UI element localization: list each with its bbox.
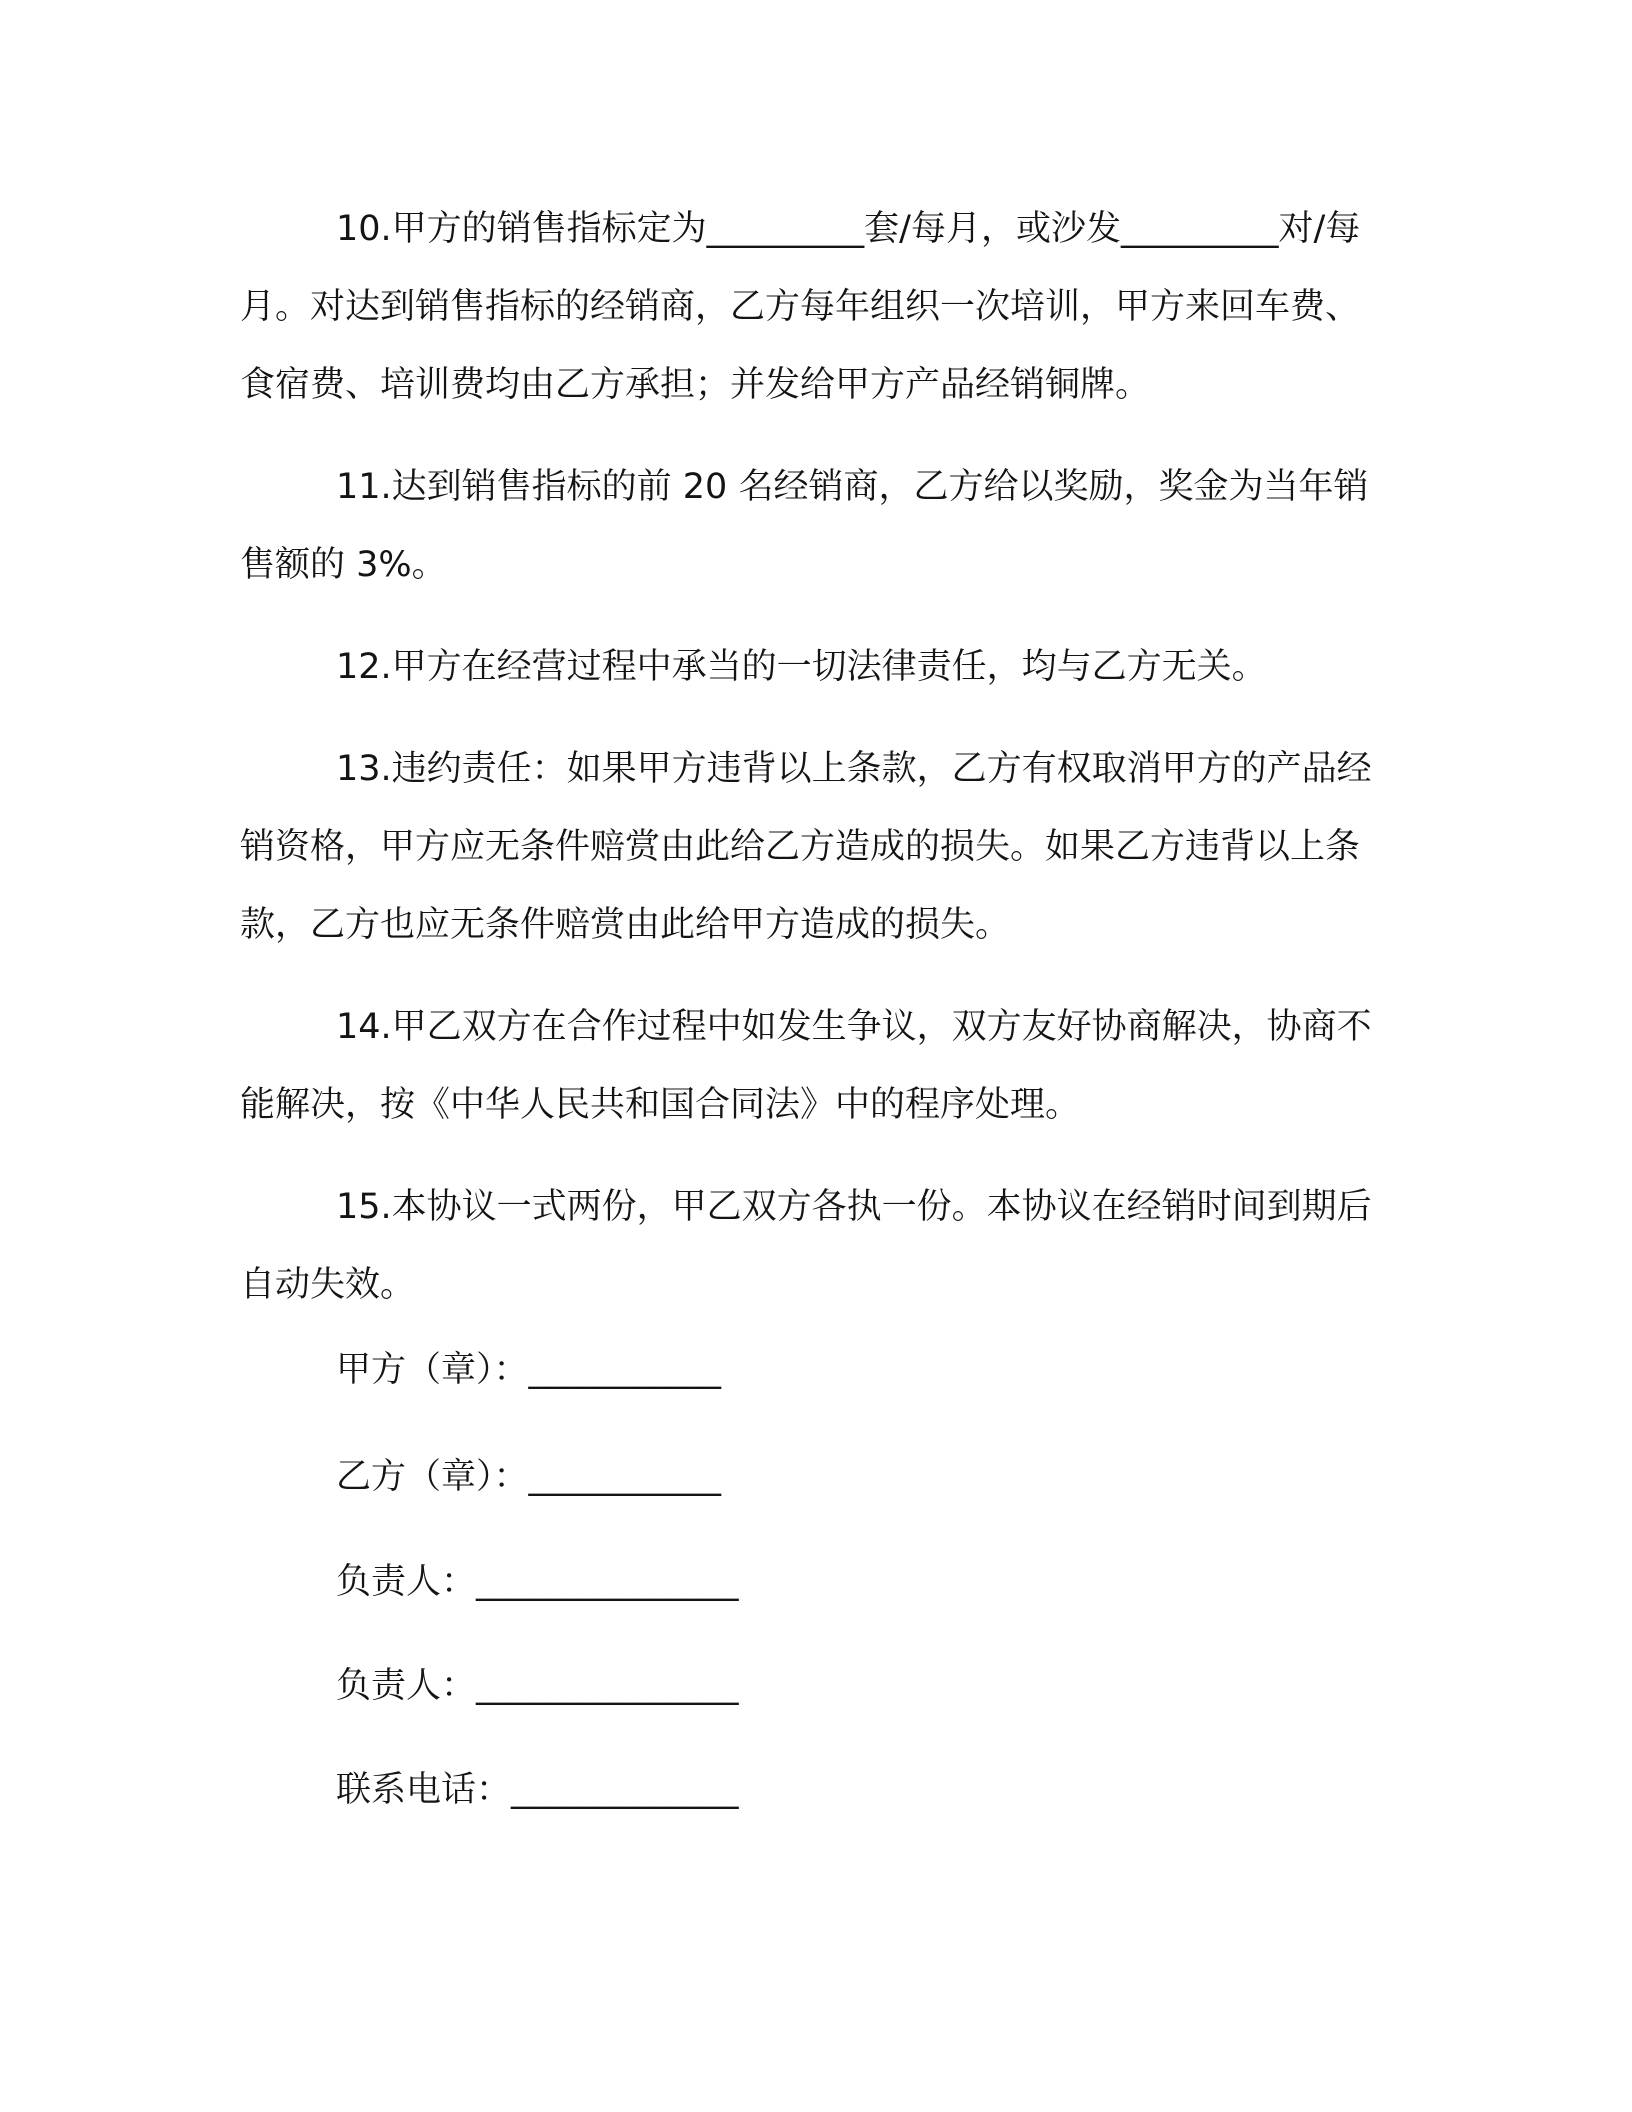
signature-label: 负责人： [336,1562,477,1602]
signature-party-a [336,1345,721,1395]
clause-10: 10.甲方的销售指标定为_________套/每月，或沙发_________对/每月。对达到销售指标的经销商，乙方每年组织一次培训，甲方来回车费、食宿费、培训费均由乙方承担；并发给甲方产品经销铜牌。 [240,209,1361,405]
signature-label: 甲方（章）： [336,1350,529,1390]
signature-party-b [336,1452,721,1502]
signature-phone [336,1765,739,1815]
signature-label: 乙方（章）： [336,1457,529,1497]
signature-label: 联系电话： [336,1770,512,1810]
clause-15: 15.本协议一式两份，甲乙双方各执一份。本协议在经销时间到期后自动失效。 [240,1187,1372,1305]
signature-blank: _______________ [476,1562,739,1602]
signature-responsible-2 [336,1661,739,1711]
clause-13: 13.违约责任：如果甲方违背以上条款，乙方有权取消甲方的产品经销资格，甲方应无条件赔赏由此给乙方造成的损失。如果乙方违背以上条款，乙方也应无条件赔赏由此给甲方造成的损失。 [240,749,1372,945]
signature-label: 负责人： [336,1666,477,1706]
clause-12: 12.甲方在经营过程中承当的一切法律责任，均与乙方无关。 [336,647,1267,687]
document-body [240,190,1390,1348]
signature-responsible-1 [336,1557,739,1607]
clause-14: 14.甲乙双方在合作过程中如发生争议，双方友好协商解决，协商不能解决，按《中华人民共和国合同法》中的程序处理。 [240,1007,1372,1125]
signature-blank: _____________ [511,1770,739,1810]
signature-blank: ___________ [528,1350,722,1390]
signature-blank: ___________ [528,1457,722,1497]
clause-11: 11.达到销售指标的前 20 名经销商，乙方给以奖励，奖金为当年销售额的 3%。 [240,467,1369,585]
signature-blank: _______________ [476,1666,739,1706]
